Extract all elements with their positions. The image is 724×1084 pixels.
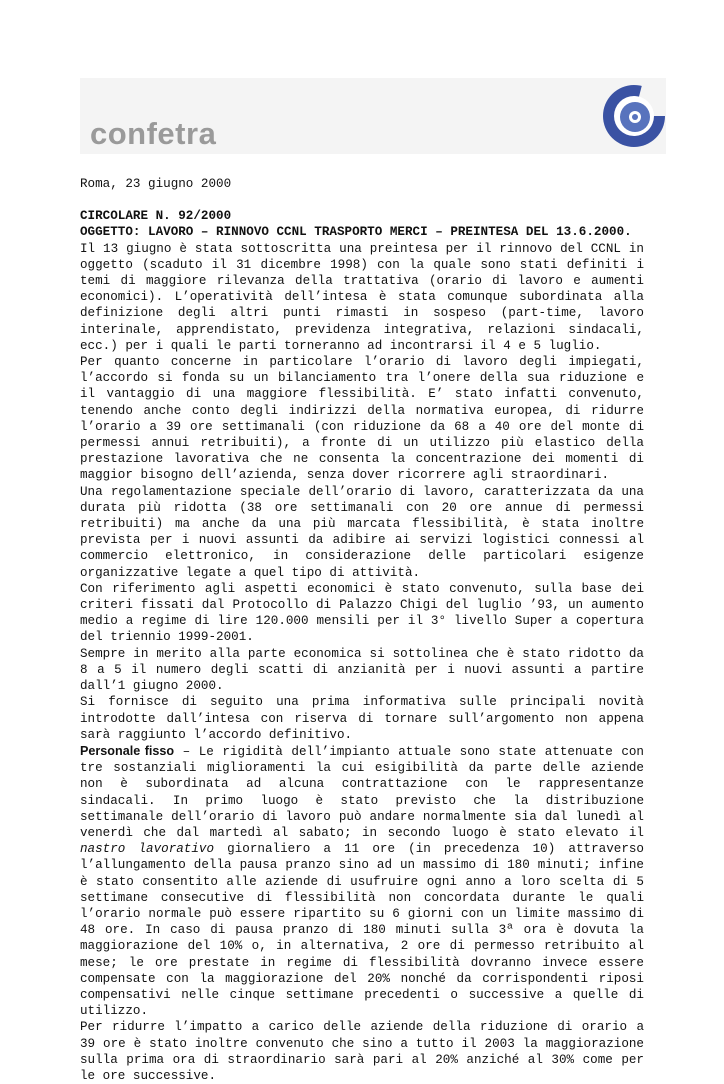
subject-line: OGGETTO: LAVORO – RINNOVO CCNL TRASPORTO MERCI – PREINTESA DEL 13.6.2000. <box>80 225 632 240</box>
personale-fisso-heading: Personale fisso <box>80 743 175 758</box>
nastro-lavorativo-term: nastro lavorativo <box>80 842 215 857</box>
paragraph-aspetti-economici: Con riferimento agli aspetti economici è stato convenuto, sulla base dei criteri fissati dal Protocollo di Palazzo Chigi del luglio ’93, un aumento medio a regime di lire 120.000 mensili per il 3° livello Super a copertura del triennio 1999-2001. <box>80 581 644 645</box>
personale-fisso-text-b: giornaliero a 11 ore (in precedenza 10) attraverso l’allungamento della pausa pranzo sino ad un massimo di 180 minuti; infine è stato consentito alle aziende di usufruire ogni anno a loro scelta di 5 settimane consecutive di flessibilità non concordata durante le quali l’orario normale può essere ripartito su 6 giorni con un limite massimo di 48 ore. In caso di pausa pranzo di 180 minuti sulla 3ª ora è dovuta la maggiorazione del 10% o, in alternativa, 2 ore di permesso retribuito al mese; le ore prestate in regime di flessibilità dovranno invece essere compensate con la maggiorazione del 20% nonché da corrispondenti riposi compensativi nelle cinque settimane precedenti o successive a quelle di utilizzo. <box>80 842 644 1019</box>
letter-body <box>80 176 644 1084</box>
paragraph-orario-impiegati: Per quanto concerne in particolare l’orario di lavoro degli impiegati, l’accordo si fonda su un bilanciamento tra l’onere della sua riduzione e il vantaggio di una maggiore flessibilità. E’ stato infatti convenuto, tenendo anche conto degli indirizzi della normativa europea, di ridurre l’orario a 39 ore settimanali (con riduzione da 68 a 40 ore del monte di permessi annui retribuiti), a fronte di un utilizzo più elastico della prestazione lavorativa che ne consenta la concentrazione dei momenti di maggior bisogno dell’azienda, senza dover ricorrere agli straordinari. <box>80 355 644 483</box>
paragraph-personale-fisso <box>80 743 644 1019</box>
paragraph-regolamentazione-speciale: Una regolamentazione speciale dell’orario di lavoro, caratterizzata da una durata più ridotta (38 ore settimanali con 20 ore annue di permessi retribuiti) ma anche da una più marcata flessibilità, è stata inoltre prevista per i nuovi assunti da adibire ai servizi logistici connessi al commercio elettronico, in considerazione delle particolari esigenze organizzative legate a quel tipo di attività. <box>80 484 644 580</box>
paragraph-straordinario: Per ridurre l’impatto a carico delle aziende della riduzione di orario a 39 ore è stato inoltre convenuto che sino a tutto il 2003 la maggiorazione sulla prima ora di straordinario sarà pari al 20% anziché al 30% come per le ore successive. <box>80 1020 644 1083</box>
paragraph-preintesa: Il 13 giugno è stata sottoscritta una preintesa per il rinnovo del CCNL in oggetto (scaduto il 31 dicembre 1998) con la quale sono stati definiti i temi di maggiore rilevanza della trattativa (orario di lavoro e aumenti economici). L’operatività dell’intesa è stata comunque subordinata alla definizione degli altri punti rimasti in sospeso (part-time, lavoro interinale, apprendistato, previdenza integrativa, relazioni sindacali, ecc.) per i quali le parti torneranno ad incontrarsi il 4 e 5 luglio. <box>80 241 644 353</box>
paragraph-scatti-anzianita: Sempre in merito alla parte economica si sottolinea che è stato ridotto da 8 a 5 il numero degli scatti di anzianità per i nuovi assunti a partire dall’1 giugno 2000. <box>80 646 644 694</box>
personale-fisso-text-a: – Le rigidità dell’impianto attuale sono state attenuate con tre sostanziali miglioramenti la cui esigibilità da parte delle aziende non è subordinata ad alcuna contrattazione con le rappresentanze sindacali. In primo luogo è stato previsto che la distribuzione settimanale dell’orario di lavoro può andare normalmente sia dal lunedì al venerdì che dal martedì al sabato; in secondo luogo è stato elevato il <box>80 744 644 840</box>
paragraph-informativa: Si fornisce di seguito una prima informativa sulle principali novità introdotte dall’intesa con riserva di tornare sull’argomento non appena sarà raggiunto l’accordo definitivo. <box>80 695 644 742</box>
letter-date: Roma, 23 giugno 2000 <box>80 177 232 191</box>
circular-number: CIRCOLARE N. 92/2000 <box>80 209 232 224</box>
confetra-logo-text: confetra <box>90 116 217 151</box>
confetra-logo-icon <box>602 84 666 148</box>
